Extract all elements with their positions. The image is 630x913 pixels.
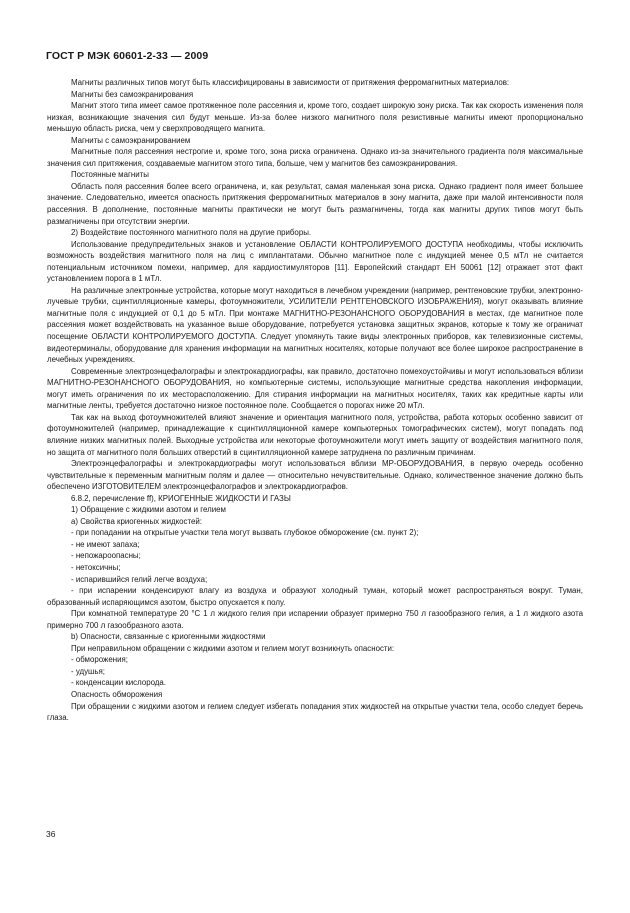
list-item: - непожароопасны; [71, 551, 141, 561]
paragraph: При обращении с жидкими азотом и гелием следует избегать попадания этих жидкостей на открытые участки тела, особо следует беречь глаза. [47, 701, 583, 723]
list-item: - при испарении конденсируют влагу из воздуха и образуют холодный туман, который может распространяться вокруг. Туман, образованный испаряющимся азотом, быстро опускается к полу. [47, 586, 583, 607]
list-item: - при попадании на открытые участки тела могут вызвать глубокое обморожение (см. пункт 2); [71, 528, 419, 538]
document-header: ГОСТ Р МЭК 60601-2-33 — 2009 [46, 50, 209, 62]
paragraph: Область поля рассеяния более всего ограничена, и, как результат, самая маленькая зона риска. Однако градиент поля имеет большее значение. Следовательно, имеется опасность притяжения ферромагнитных материалов в зону магнита, даже при малой интенсивности поля рассеяния. В дополнение, постоянные магниты практически не могут быть размагничены, тогда как магниты других типов могут быть размагничены при отсутствии энергии. [47, 181, 583, 226]
document-body [47, 77, 583, 724]
paragraph: Опасность обморожения [71, 689, 163, 699]
paragraph: На различные электронные устройства, которые могут находиться в лечебном учреждении (например, рентгеновские трубки, электронно-лучевые трубки, сцинтилляционные камеры, фотоумножители, УСИЛИТЕЛИ РЕНТГЕНОВСКОГО ИЗОБРАЖЕНИЯ), могут оказывать влияние магнитные поля с индукцией от 0,1 до 5 мТл. При монтаже МАГНИТНО-РЕЗОНАНСНОГО ОБОРУДОВАНИЯ в местах, где магнитное поле рассеяния может воздействовать на указанное выше оборудование, потребуется установка защитных экранов, которые к тому же ограничат посещение ОБЛАСТИ КОНТРОЛИРУЕМОГО ДОСТУПА. Следует упомянуть такие виды электронных приборов, как телевизионные системы, видеотерминалы, оборудование для хранения информации на магнитных носителях, которые получают все более широкое распространение в лечебных учреждениях. [47, 285, 583, 365]
paragraph: Современные электроэнцефалографы и электрокардиографы, как правило, достаточно помехоустойчивы и могут использоваться вблизи МАГНИТНО-РЕЗОНАНСНОГО ОБОРУДОВАНИЯ, но компьютерные системы, использующие магнитные средства накопления информации, могут иметь ограничения по их месторасположению. Для стирания информации на магнитных носителях, таких как кредитные карты или магнитные ленты, требуется достаточно низкое постоянное поле. Сообщается о порогах ниже 20 мТл. [47, 366, 583, 411]
paragraph: Постоянные магниты [71, 170, 149, 180]
list-item: - испарившийся гелий легче воздуха; [71, 574, 208, 584]
paragraph: При неправильном обращении с жидкими азотом и гелием могут возникнуть опасности: [71, 643, 395, 653]
page-number: 36 [46, 829, 56, 839]
list-item: - не имеют запаха; [71, 539, 140, 549]
paragraph: b) Опасности, связанные с криогенными жидкостями [71, 632, 266, 642]
paragraph: Магнит этого типа имеет самое протяженное поле рассеяния и, кроме того, создает широкую зону риска. Так как скорость изменения поля низкая, возникающие значения сил будут меньше. Из-за более низкого магнитного поля резистивные магниты имеют пропорционально меньшую область риска, чем у сверхпроводящего магнита. [47, 101, 583, 134]
paragraph: 6.8.2, перечисление ff), КРИОГЕННЫЕ ЖИДКОСТИ И ГАЗЫ [71, 493, 291, 503]
list-item: - обморожения; [71, 655, 128, 665]
paragraph: Магнитные поля рассеяния нестрогие и, кроме того, зона риска ограничена. Однако из-за значительного градиента поля максимальные значения сил притяжения, создаваемые магнитом этого типа, больше, чем у магнитов без самоэкранирования. [47, 147, 583, 168]
list-item: - конденсации кислорода. [71, 678, 166, 688]
paragraph: При комнатной температуре 20 °С 1 л жидкого гелия при испарении образует примерно 750 л газообразного гелия, а 1 л жидкого азота примерно 700 л газообразного азота. [47, 609, 583, 630]
paragraph: Так как на выход фотоумножителей влияют значение и ориентация магнитного поля, устройства, работа которых особенно зависит от фотоумножителей (например, принадлежащие к сцинтилляционной камере компьютерных томографических систем), могут попадать под влияние низких магнитных полей. Выходные устройства или некоторые фотоумножители могут иметь защиту от воздействия магнитного поля, но защита от магнитного поля больших отверстий в сцинтилляционной камере затруднена по различным причинам. [47, 412, 583, 457]
paragraph: 1) Обращение с жидкими азотом и гелием [71, 505, 226, 515]
list-item: - удушья; [71, 666, 105, 676]
paragraph: Магниты без самоэкранирования [71, 89, 194, 99]
paragraph: Магниты с самоэкранированием [71, 135, 191, 145]
paragraph: Магниты различных типов могут быть классифицированы в зависимости от притяжения ферромагнитных материалов: [71, 78, 510, 87]
paragraph: Использование предупредительных знаков и установление ОБЛАСТИ КОНТРОЛИРУЕМОГО ДОСТУПА необходимы, чтобы исключить возможность воздействия магнитного поля на лиц с имплантатами. Обычно магнитное поле с индукцией менее 0,5 мТл не считается потенциальным источником помехи, например, для кардиостимуляторов [11]. Европейский стандарт ЕН 50061 [12] отражает этот факт установлением порога в 1 мТл. [47, 239, 583, 284]
paragraph: Электроэнцефалографы и электрокардиографы могут использоваться вблизи МР-ОБОРУДОВАНИЯ, в первую очередь особенно чувствительные к переменным магнитным полям и далее — относительно нечувствительные. Однако, количественное значение должно быть обеспечено ИЗГОТОВИТЕЛЕМ электроэнцефалографов и электрокардиографов. [47, 459, 583, 492]
paragraph: 2) Воздействие постоянного магнитного поля на другие приборы. [71, 228, 312, 238]
paragraph: а) Свойства криогенных жидкостей: [71, 516, 202, 526]
list-item: - нетоксичны; [71, 562, 121, 572]
